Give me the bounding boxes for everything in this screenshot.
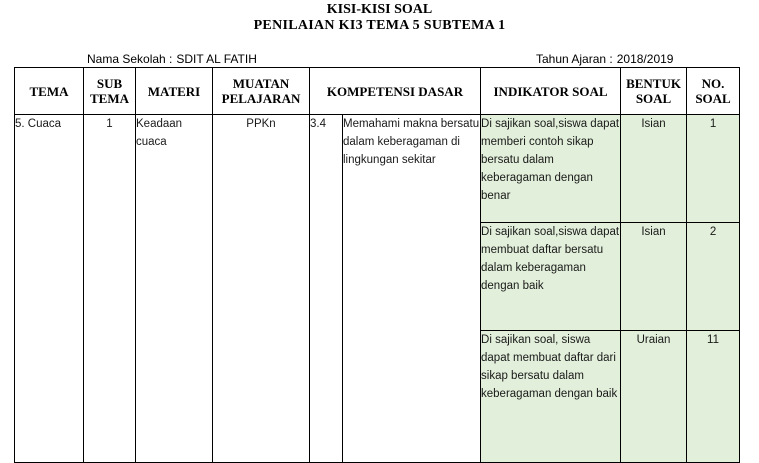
cell-indikator: Di sajikan soal,siswa dapat membuat daftar bersatu dalam keberagaman dengan baik [481,223,621,331]
header-no-line2: SOAL [695,91,731,106]
header-muatan-line2: PELAJARAN [221,91,301,106]
year-info [536,52,673,66]
cell-bentuk: Uraian [621,331,687,463]
cell-indikator: Di sajikan soal,siswa dapat memberi contoh sikap bersatu dalam keberagaman dengan benar [481,115,621,223]
table-row [15,115,740,223]
header-bentuk-line1: BENTUK [626,76,681,91]
cell-no-soal: 2 [687,223,740,331]
header-subtema [84,68,136,115]
header-materi: MATERI [136,68,213,115]
header-no-soal [687,68,740,115]
school-value: SDIT AL FATIH [176,52,257,66]
header-subtema-line2: TEMA [90,91,129,106]
header-subtema-line1: SUB [96,76,123,91]
kisi-kisi-table [14,67,740,463]
cell-bentuk: Isian [621,115,687,223]
cell-kd-text: Memahami makna bersatu dalam keberagaman di lingkungan sekitar [343,115,481,463]
header-indikator: INDIKATOR SOAL [481,68,621,115]
cell-tema: 5. Cuaca [15,115,84,463]
cell-indikator: Di sajikan soal, siswa dapat membuat daftar dari sikap bersatu dalam keberagaman dengan baik [481,331,621,463]
school-label: Nama Sekolah : [87,52,173,66]
cell-no-soal: 1 [687,115,740,223]
document-subtitle: PENILAIAN KI3 TEMA 5 SUBTEMA 1 [253,18,506,33]
header-no-line1: NO. [701,76,725,91]
document-title: KISI-KISI SOAL [326,2,433,17]
year-value: 2018/2019 [616,52,674,66]
header-tema: TEMA [15,68,84,115]
cell-subtema: 1 [84,115,136,463]
header-kompetensi-dasar: KOMPETENSI DASAR [310,68,481,115]
cell-muatan: PPKn [213,115,310,463]
cell-materi: Keadaan cuaca [136,115,213,463]
header-muatan [213,68,310,115]
header-muatan-line1: MUATAN [232,76,290,91]
year-label: Tahun Ajaran : [536,52,613,66]
header-bentuk [621,68,687,115]
cell-no-soal: 11 [687,331,740,463]
cell-bentuk: Isian [621,223,687,331]
school-info [87,52,257,66]
header-bentuk-line2: SOAL [635,91,672,106]
header-row [15,68,740,115]
cell-kd-number: 3.4 [310,115,343,463]
